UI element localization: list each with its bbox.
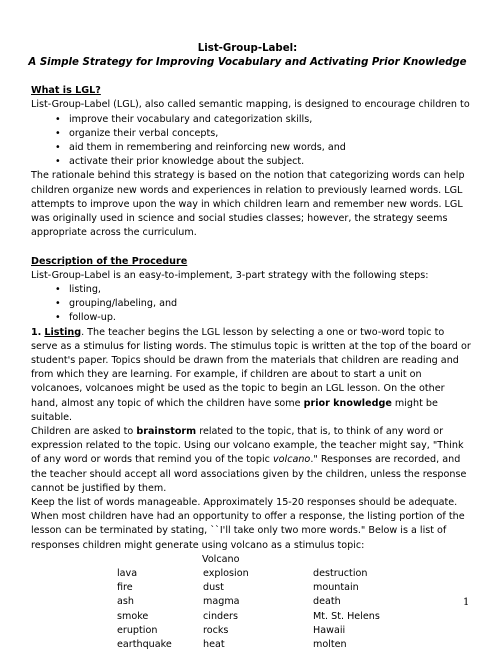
section-heading-procedure: Description of the Procedure xyxy=(31,255,188,267)
table-cell: destruction xyxy=(313,568,368,580)
table-cell: smoke xyxy=(117,610,149,622)
table-cell: explosion xyxy=(203,568,249,580)
table-cell: dust xyxy=(203,582,224,594)
section-heading-what-is-lgl: What is LGL? xyxy=(31,85,101,97)
list-item: • follow-up. xyxy=(31,311,471,325)
prior-knowledge-term: prior knowledge xyxy=(303,397,392,409)
table-row xyxy=(117,581,423,595)
word-table xyxy=(117,567,423,652)
document-title: List-Group-Label: xyxy=(197,43,298,54)
steps-list xyxy=(31,283,471,326)
brainstorm-text: Children are asked to xyxy=(31,426,137,438)
table-cell: eruption xyxy=(117,624,158,636)
procedure-intro: List-Group-Label is an easy-to-implement, 3-part strategy with the following steps: xyxy=(31,269,429,281)
step-1-paragraph xyxy=(31,326,471,425)
word-table-caption: Volcano xyxy=(202,553,240,565)
table-cell: molten xyxy=(313,639,347,651)
list-item: • organize their verbal concepts, xyxy=(31,127,471,141)
table-row xyxy=(117,595,423,609)
brainstorm-text-end: ." Responses are recorded, and the teacher should accept all word associations given by the children, unless the response cannot be justified by them. xyxy=(31,454,467,494)
brainstorm-term: brainstorm xyxy=(136,426,197,438)
document-subtitle: A Simple Strategy for Improving Vocabulary and Activating Prior Knowledge xyxy=(28,57,467,68)
list-item: • improve their vocabulary and categorization skills, xyxy=(31,113,471,127)
volcano-term: volcano xyxy=(272,454,311,466)
goals-list xyxy=(31,113,471,170)
rationale-paragraph: The rationale behind this strategy is based on the notion that categorizing words can help children organize new words and experiences in relation to previously learned words. LGL attempts to improve upon the way in which children learn and remember new words. LGL was originally used in science and social studies classes; however, the strategy seems appropriate across the curriculum. xyxy=(31,170,465,239)
table-cell: magma xyxy=(203,596,240,608)
document-body xyxy=(31,70,471,652)
table-cell: Hawaii xyxy=(313,624,346,636)
table-row xyxy=(117,624,423,638)
table-row xyxy=(117,638,423,652)
table-row xyxy=(117,610,423,624)
list-item: • activate their prior knowledge about the subject. xyxy=(31,155,471,169)
table-cell: lava xyxy=(117,568,138,580)
keep-list-paragraph: Keep the list of words manageable. Approximately 15-20 responses should be adequate. When most children have had an opportunity to offer a response, the listing portion of the lesson can be terminated by stating, ``I'll take only two more words." Below is a list of responses children might generate using volcano as a stimulus topic: xyxy=(31,497,465,551)
table-cell: earthquake xyxy=(117,639,172,651)
brainstorm-text-mid: related to the topic, that is, to think of any word or expression related to the topic. Using our volcano example, the teacher might say, "Think of any word or words that remind you of the topic xyxy=(31,426,464,466)
table-cell: rocks xyxy=(203,624,229,636)
table-row xyxy=(117,567,423,581)
table-cell: Mt. St. Helens xyxy=(313,610,380,622)
step-label: Listing xyxy=(44,326,82,338)
table-cell: fire xyxy=(117,582,133,594)
list-item: • grouping/labeling, and xyxy=(31,297,471,311)
page-number: 1 xyxy=(463,597,470,608)
brainstorm-paragraph xyxy=(31,425,471,496)
step-number: 1. xyxy=(31,326,42,338)
step-text: . The teacher begins the LGL lesson by selecting a one or two-word topic to serve as a stimulus for listing words. The stimulus topic is written at the top of the board or student's paper. Topics should be drawn from the materials that children are reading and from which they are learning. For example, if children are about to start a unit on volcanoes, volcanoes might be used as the topic to begin an LGL lesson. On the other hand, almost any topic of which the children have some xyxy=(31,326,471,409)
table-cell: heat xyxy=(203,639,225,651)
step-text-end: might be suitable. xyxy=(31,397,438,423)
table-cell: death xyxy=(313,596,341,608)
table-cell: cinders xyxy=(203,610,238,622)
list-item: • listing, xyxy=(31,283,471,297)
section-intro: List-Group-Label (LGL), also called semantic mapping, is designed to encourage children to xyxy=(31,99,470,111)
table-cell: mountain xyxy=(313,582,359,594)
table-cell: ash xyxy=(117,596,134,608)
list-item: • aid them in remembering and reinforcing new words, and xyxy=(31,141,471,155)
